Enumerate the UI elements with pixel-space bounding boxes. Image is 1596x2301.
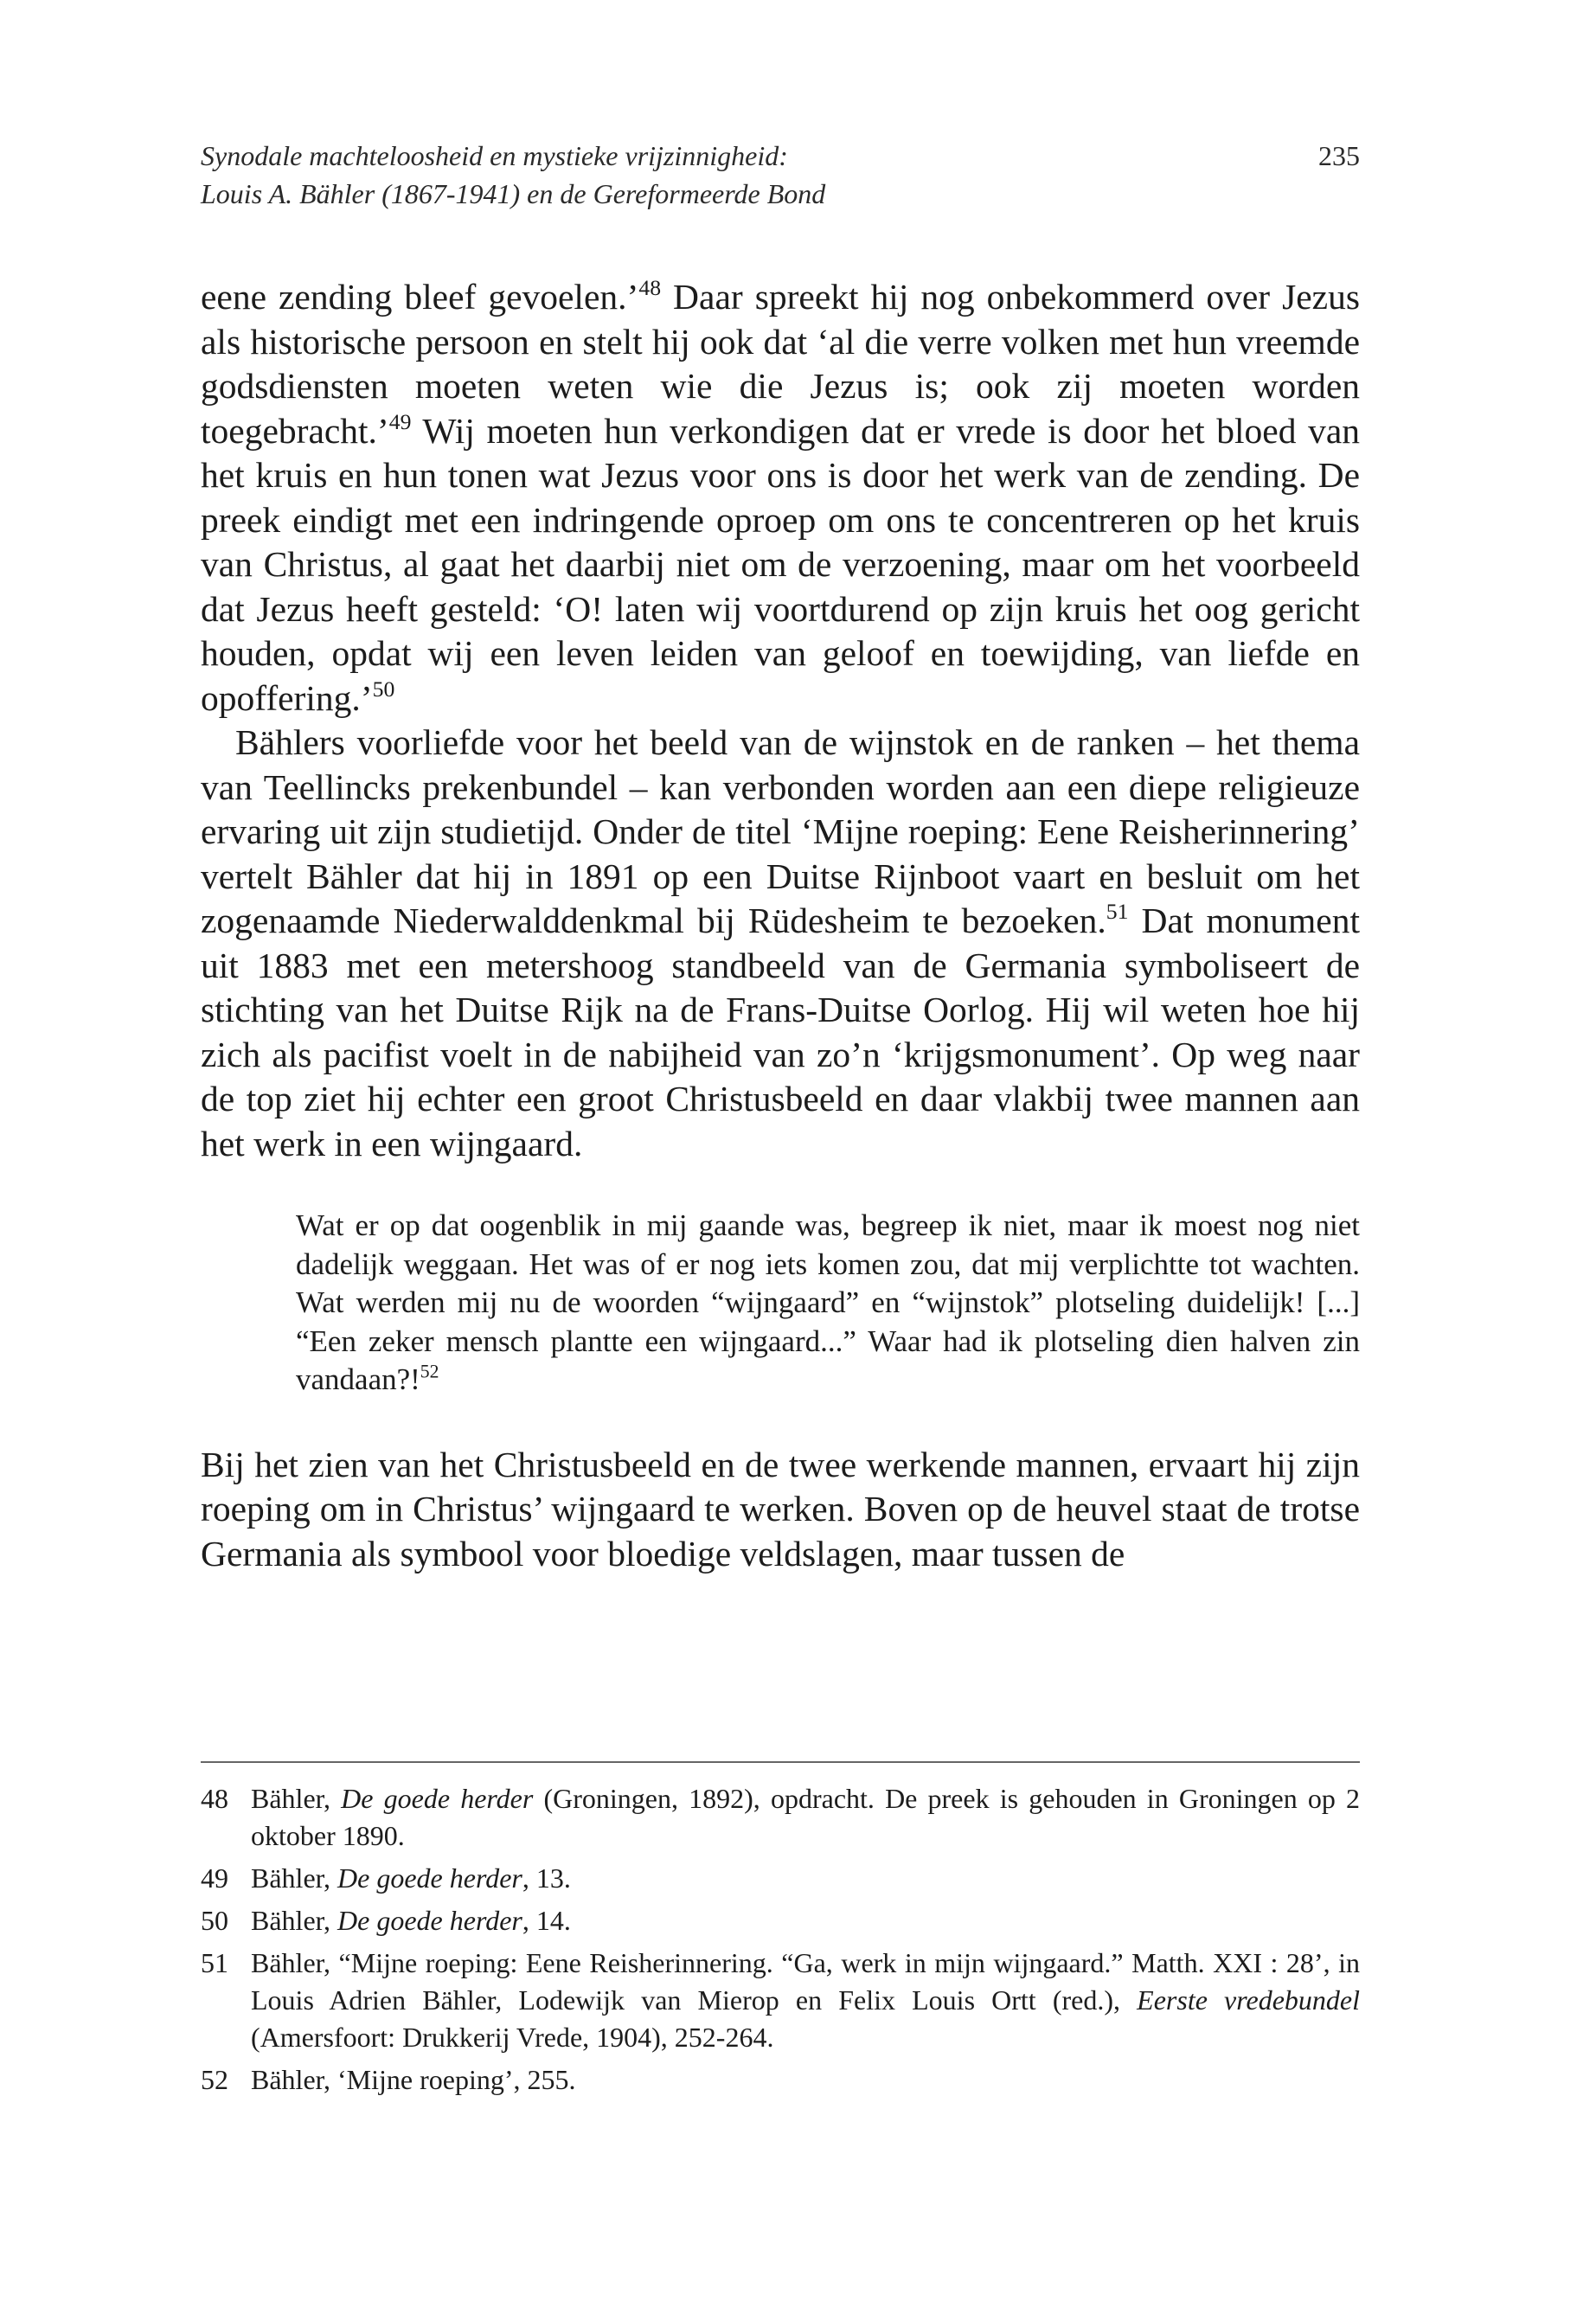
paragraph-1 <box>201 275 1360 721</box>
paragraph-3: Bij het zien van het Christusbeeld en de twee werkende mannen, ervaart hij zijn roeping om in Christus’ wijngaard te werken. Boven op de heuvel staat de trotse Germania als symbool voor bloedige veldslagen, maar tussen de <box>201 1444 1360 1574</box>
footnote-48: 48 Bähler, De goede herder (Groningen, 1892), opdracht. De preek is gehouden in Groningen op 2 oktober 1890. <box>201 1780 1360 1855</box>
running-title-line-1: Synodale machteloosheid en mystieke vrijzinnigheid: <box>201 140 788 171</box>
page-number: 235 <box>1318 140 1360 171</box>
footnote-title: De goede herder <box>337 1862 522 1894</box>
running-title-line-2: Louis A. Bähler (1867-1941) en de Gereformeerde Bond <box>201 178 826 209</box>
footnotes <box>201 1780 1360 2104</box>
footnote-title: De goede herder <box>337 1905 522 1936</box>
footnote-ref-49[interactable]: 49 <box>388 408 412 434</box>
running-head <box>201 137 1360 213</box>
footnote-number: 52 <box>201 2064 228 2095</box>
footnote-ref-50[interactable]: 50 <box>372 676 395 702</box>
footnote-number: 48 <box>201 1783 228 1814</box>
footnote-ref-52[interactable]: 52 <box>420 1361 439 1382</box>
footnote-49: 49 Bähler, De goede herder, 13. <box>201 1860 1360 1897</box>
paragraph-1-part-c: Wij moeten hun verkondigen dat er vrede is door het bloed van het kruis en hun tonen wat Jezus voor ons is door het werk van de zending. De preek eindigt met een indringende oproep om ons te concentreren op het kruis van Christus, al gaat het daarbij niet om de verzoening, maar om het voorbeeld dat Jezus heeft gesteld: ‘O! laten wij voortdurend op zijn kruis het oog gericht houden, opdat wij een leven leiden van geloof en toewijding, van liefde en opoffering.’ <box>201 410 1360 718</box>
footnote-number: 49 <box>201 1862 228 1894</box>
paragraph-2-part-b: Dat monument uit 1883 met een metershoog standbeeld van de Germania symboliseert de stichting van het Duitse Rijk na de Frans-Duitse Oorlog. Hij wil weten hoe hij zich als pacifist voelt in de nabijheid van zo’n ‘krijgsmonument’. Op weg naar de top ziet hij echter een groot Christusbeeld en daar vlakbij twee mannen aan het werk in een wijngaard. <box>201 901 1360 1163</box>
footnote-52: 52 Bähler, ‘Mijne roeping’, 255. <box>201 2061 1360 2099</box>
footnote-ref-48[interactable]: 48 <box>638 275 662 301</box>
footnote-title: Eerste vredebundel <box>1137 1984 1361 2016</box>
paragraph-2-part-a: Bählers voorliefde voor het beeld van de wijnstok en de ranken – het thema van Teellincks prekenbundel – kan verbonden worden aan een diepe religieuze ervaring uit zijn studietijd. Onder de titel ‘Mijne roeping: Eene Reisherinnering’ vertelt Bähler dat hij in 1891 op een Duitse Rijnboot vaart en besluit om het zogenaamde Niederwalddenkmal bij Rüdesheim te bezoeken. <box>201 722 1360 940</box>
block-quote-text: Wat er op dat oogenblik in mij gaande was, begreep ik niet, maar ik moest nog niet dadelijk weggaan. Het was of er nog iets komen zou, dat mij verplichtte tot wachten. Wat werden mij nu de woorden “wijngaard” en “wijnstok” plotseling duidelijk! [...] “Een zeker mensch plantte een wijngaard...” Waar had ik plotseling dien halven zin vandaan?! <box>296 1208 1360 1397</box>
footnote-number: 50 <box>201 1905 228 1936</box>
footnote-title: De goede herder <box>341 1783 534 1814</box>
body-text <box>201 275 1360 1576</box>
block-quote <box>296 1207 1360 1400</box>
paragraph-2 <box>201 721 1360 1166</box>
footnote-number: 51 <box>201 1947 228 1978</box>
footnote-divider <box>201 1761 1360 1763</box>
footnote-50: 50 Bähler, De goede herder, 14. <box>201 1902 1360 1939</box>
paragraph-1-part-a: eene zending bleef gevoelen.’ <box>201 277 639 317</box>
paragraph-1-part-b: Daar spreekt hij nog onbekommerd over Jezus als historische persoon en stelt hij ook dat ‘al die verre volken met hun vreemde godsdiensten moeten weten wie die Jezus is; ook zij moeten worden toegebracht.’ <box>201 277 1360 451</box>
footnote-51: 51 Bähler, “Mijne roeping: Eene Reisherinnering. “Ga, werk in mijn wijngaard.” Matth. XXI : 28’, in Louis Adrien Bähler, Lodewijk van Mierop en Felix Louis Ortt (red.), Eerste vredebundel (Amersfoort: Drukkerij Vrede, 1904), 252-264. <box>201 1945 1360 2056</box>
footnote-ref-51[interactable]: 51 <box>1106 899 1129 925</box>
